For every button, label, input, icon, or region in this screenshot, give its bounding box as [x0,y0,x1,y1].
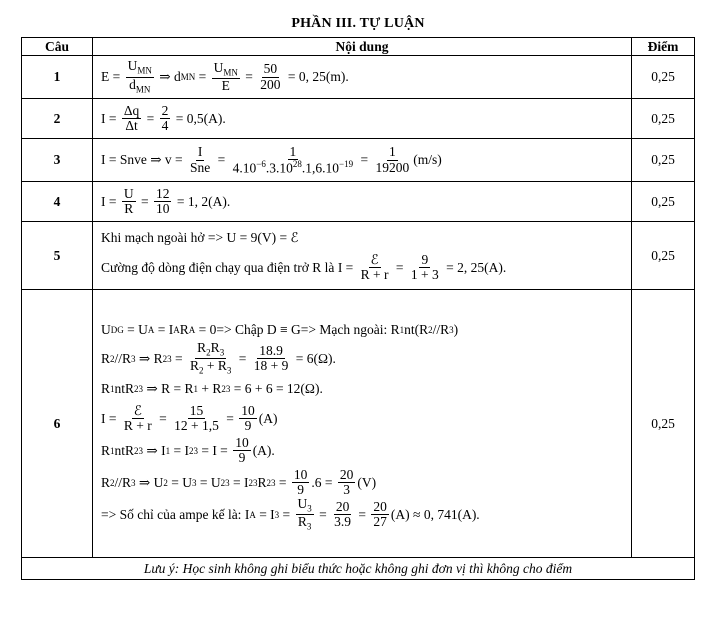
row-score: 0,25 [632,139,695,182]
row-content [93,56,632,99]
row-content [93,99,632,139]
note-row [22,558,695,580]
table-row [22,56,695,99]
row-content [93,182,632,222]
note-text: Lưu ý: Học sinh không ghi biểu thức hoặc không ghi đơn vị thì không cho điểm [22,558,695,580]
equation: E = $\frac{U_{MN}}{d_{MN}}$ ⇒ d MN = $\frac{U_{MN}}{E}$ = $\frac{50}{200}$ = 0, 25(m). [101,58,349,95]
equation: R 2 //R 3 ⇒ U 2 = U 3 = U 23 = I 23 R 23 = $\frac{10}{9}$ .6 = $\frac{20}{3}$ (V) [101,466,377,497]
equation: Khi mạch ngoài hở => U = 9(V) = ℰ [101,229,299,245]
row-score: 0,25 [632,290,695,558]
equation: R 1 ntR 23 ⇒ I 1 = I 23 = I = $\frac{10}{9}$ (A). [101,434,275,465]
table-header-row [22,38,695,56]
row-content [93,290,632,558]
page-title: PHẦN III. TỰ LUẬN [291,16,425,31]
row-number: 4 [22,182,93,222]
table-row [22,182,695,222]
row6-chap: => Chập [216,321,264,337]
row5-text1: Khi mạch ngoài hở => [101,229,224,245]
table-row [22,222,695,290]
row-number: 2 [22,99,93,139]
row-content [93,222,632,290]
equation: I = $\frac{U}{R}$ = $\frac{12}{10}$ = 1, 2(A). [101,185,231,216]
row-score: 0,25 [632,56,695,99]
row-number: 1 [22,56,93,99]
equation: => Số chỉ của ampe kế là: I A = I 3 = $\frac{U_3}{R_3}$ = $\frac{20}{3.9}$ = $\frac{20}{27}$ (A) ≈ 0, 741(A). [101,495,480,532]
row-score: 0,25 [632,99,695,139]
equation: I = $\frac{\text{ℰ}}{R + r}$ = $\frac{15}{12 + 1,5}$ = $\frac{10}{9}$ (A) [101,402,278,433]
row-number: 6 [22,290,93,558]
table-row [22,290,695,558]
table-row [22,139,695,182]
row6-mach: => Mạch ngoài: [300,321,388,337]
row-number: 5 [22,222,93,290]
equation: R 1 ntR 23 ⇒ R = R 1 + R 23 = 6 + 6 = 12(Ω). [101,380,323,396]
row6-so-chi: => Số chỉ của ampe kế là: [101,506,242,522]
table-row [22,99,695,139]
header-cau: Câu [22,38,93,56]
header-noi-dung: Nội dung [93,38,632,56]
header-diem: Điểm [632,38,695,56]
equation: Cường độ dòng điện chạy qua điện trở R là I = $\frac{\text{ℰ}}{R + r}$ = $\frac{9}{1 + 3}$ = 2, 25(A). [101,251,507,282]
row-number: 3 [22,139,93,182]
equation: R 2 //R 3 ⇒ R 23 = $\frac{R_2R_3}{R_2 + R_3}$ = $\frac{18.9}{18 + 9}$ = 6(Ω). [101,339,336,376]
equation: U DG = U A = I A R A = 0 => Chập D ≡ G => Mạch ngoài: R 1 nt(R 2 //R 3 ) [101,321,459,337]
row-score: 0,25 [632,222,695,290]
equation: I = Snve ⇒ v = $\frac{I}{\text{Sne}}$ = $\frac{1}{4.10^{-6}.3.10^{28}.1,6.10^{-19}}$ = $\frac{1}{19200}$ (m/s) [101,143,442,176]
equation: I = $\frac{\Delta q}{\Delta t}$ = $\frac{2}{4}$ = 0,5(A). [101,102,226,133]
row5-text2: Cường độ dòng điện chạy qua điện trở R là [101,259,335,275]
row-score: 0,25 [632,182,695,222]
row-content [93,139,632,182]
answer-table [21,37,695,580]
